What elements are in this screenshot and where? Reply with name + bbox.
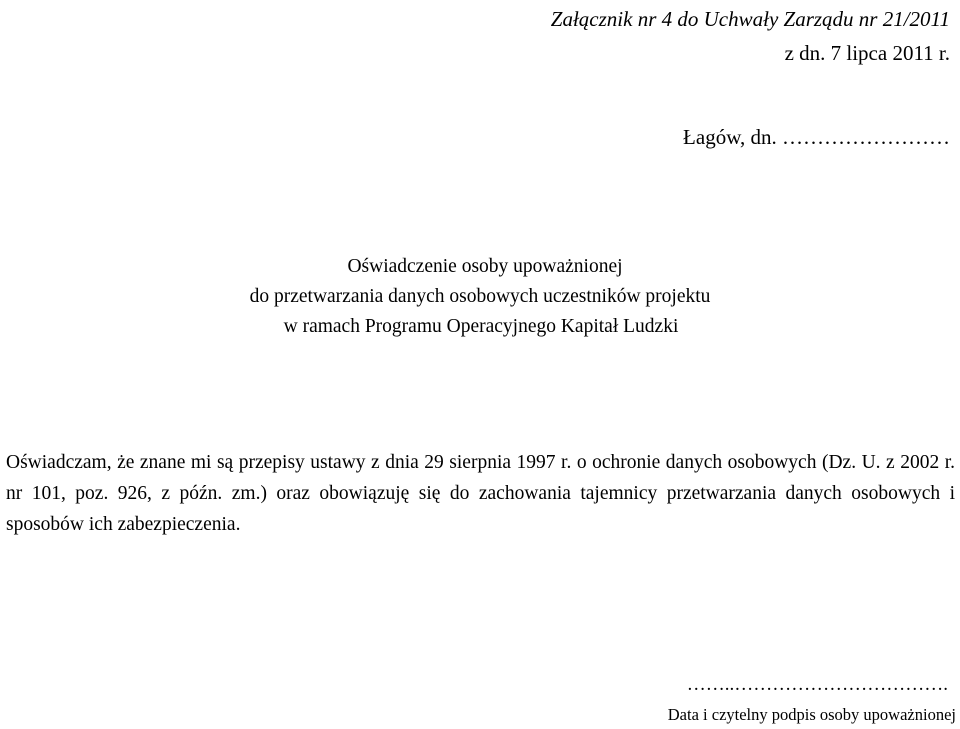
title-line-1: Oświadczenie osoby upoważnionej (347, 256, 623, 277)
annex-date: z dn. 7 lipca 2011 r. (784, 41, 950, 65)
title-line-2: do przetwarzania danych osobowych uczestników projektu (249, 286, 711, 307)
annex-header (551, 2, 950, 70)
signature-label: Data i czytelny podpis osoby upoważnionej (667, 705, 956, 724)
declaration-paragraph: Oświadczam, że znane mi są przepisy ustawy z dnia 29 sierpnia 1997 r. o ochronie danych osobowych (Dz. U. z 2002 r. nr 101, poz. 926, z późn. zm.) oraz obowiązuję się do zachowania tajemnicy przetwarzania danych osobowych i sposobów ich zabezpieczenia. (6, 452, 955, 535)
document-title (0, 252, 960, 342)
place-date-line: Łagów, dn. …………………… (683, 125, 950, 149)
title-line-3: w ramach Programu Operacyjnego Kapitał Ludzki (283, 316, 679, 337)
signature-line: ……..……………………………. (686, 674, 948, 695)
annex-reference: Załącznik nr 4 do Uchwały Zarządu nr 21/2011 (550, 7, 950, 31)
